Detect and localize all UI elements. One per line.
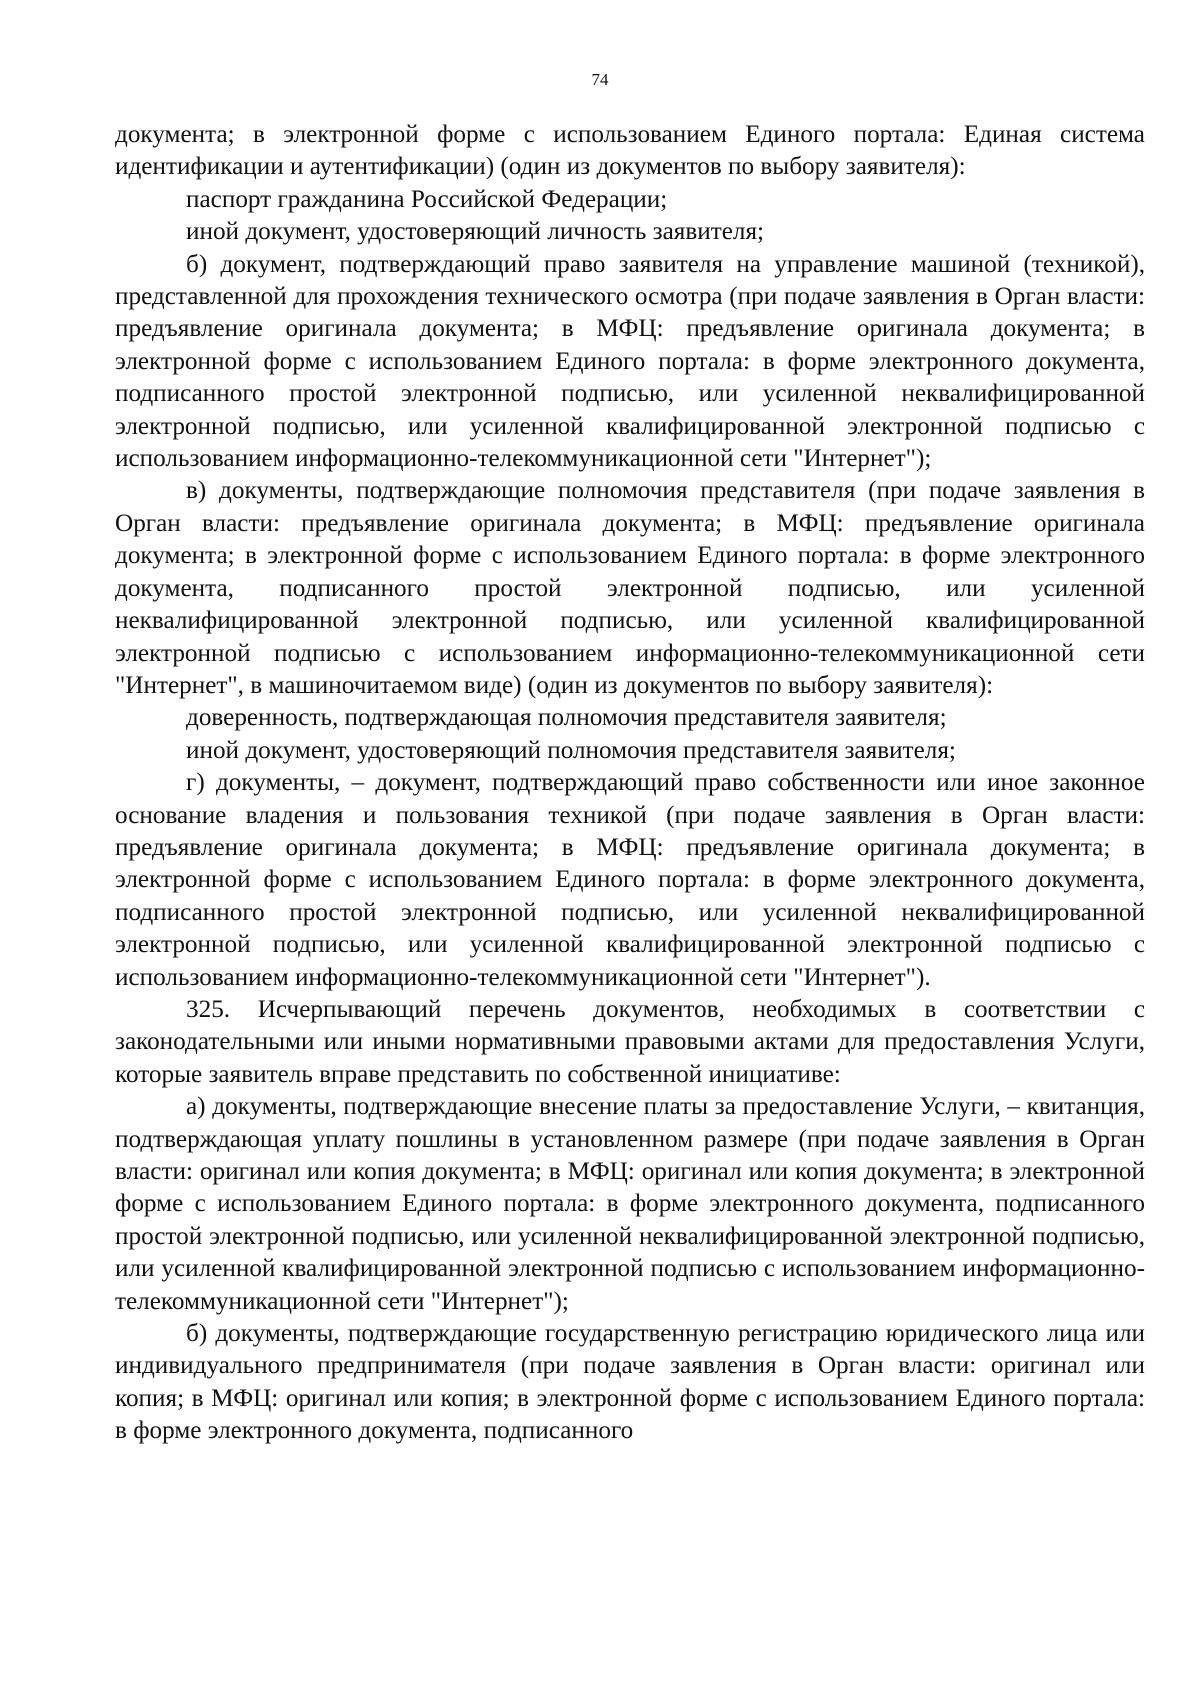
- paragraph-item-v-representative: в) документы, подтверждающие полномочия представителя (при подаче заявления в Орган власти: предъявление оригинала документа; в МФЦ: предъявление оригинала документа; в электронной форме с использованием Единого портала: в форме электронного документа, подписанного простой электронной подписью, или усиленной неквалифицированной электронной подписью, или усиленной квалифицированной электронной подписью с использованием информационно-телекоммуникационной сети "Интернет", в машиночитаемом виде) (один из документов по выбору заявителя):: [115, 477, 1145, 699]
- list-item-passport: паспорт гражданина Российской Федерации;: [186, 185, 668, 213]
- list-item-power-of-attorney: доверенность, подтверждающая полномочия представителя заявителя;: [186, 704, 947, 732]
- paragraph-325: 325. Исчерпывающий перечень документов, необходимых в соответствии с законодательными или иными нормативными правовыми актами для предоставления Услуги, которые заявитель вправе представить по собственной инициативе:: [115, 995, 1145, 1088]
- paragraph-item-b-machine-right: б) документ, подтверждающий право заявителя на управление машиной (техникой), представленной для прохождения технического осмотра (при подаче заявления в Орган власти: предъявление оригинала документа; в МФЦ: предъявление оригинала документа; в электронной форме с использованием Единого портала: в форме электронного документа, подписанного простой электронной подписью, или усиленной неквалифицированной электронной подписью, или усиленной квалифицированной электронной подписью с использованием информационно-телекоммуникационной сети "Интернет");: [115, 250, 1145, 473]
- page-number: 74: [591, 70, 609, 89]
- paragraph-item-b-registration: б) документы, подтверждающие государственную регистрацию юридического лица или индивидуального предпринимателя (при подаче заявления в Орган власти: оригинал или копия; в МФЦ: оригинал или копия; в электронной форме с использованием Единого портала: в форме электронного документа, подписанного: [115, 1320, 1145, 1445]
- paragraph-item-a-payment: а) документы, подтверждающие внесение платы за предоставление Услуги, – квитанция, подтверждающая уплату пошлины в установленном размере (при подаче заявления в Орган власти: оригинал или копия документа; в МФЦ: оригинал или копия документа; в электронной форме с использованием Единого портала: в форме электронного документа, подписанного простой электронной подписью, или усиленной неквалифицированной электронной подписью, или усиленной квалифицированной электронной подписью с использованием информационно-телекоммуникационной сети "Интернет");: [115, 1093, 1145, 1315]
- paragraph-continuation: документа; в электронной форме с использованием Единого портала: Единая система идентификации и аутентификации) (один из документов по выбору заявителя):: [115, 121, 1145, 181]
- paragraph-item-g-ownership: г) документы, – документ, подтверждающий право собственности или иное законное основание владения и пользования техникой (при подаче заявления в Орган власти: предъявление оригинала документа; в МФЦ: предъявление оригинала документа; в электронной форме с использованием Единого портала: в форме электронного документа, подписанного простой электронной подписью, или усиленной неквалифицированной электронной подписью, или усиленной квалифицированной электронной подписью с использованием информационно-телекоммуникационной сети "Интернет").: [115, 769, 1145, 991]
- list-item-identity-document: иной документ, удостоверяющий личность заявителя;: [186, 218, 765, 246]
- document-body: [115, 119, 1145, 1448]
- list-item-representative-document: иной документ, удостоверяющий полномочия представителя заявителя;: [186, 736, 956, 764]
